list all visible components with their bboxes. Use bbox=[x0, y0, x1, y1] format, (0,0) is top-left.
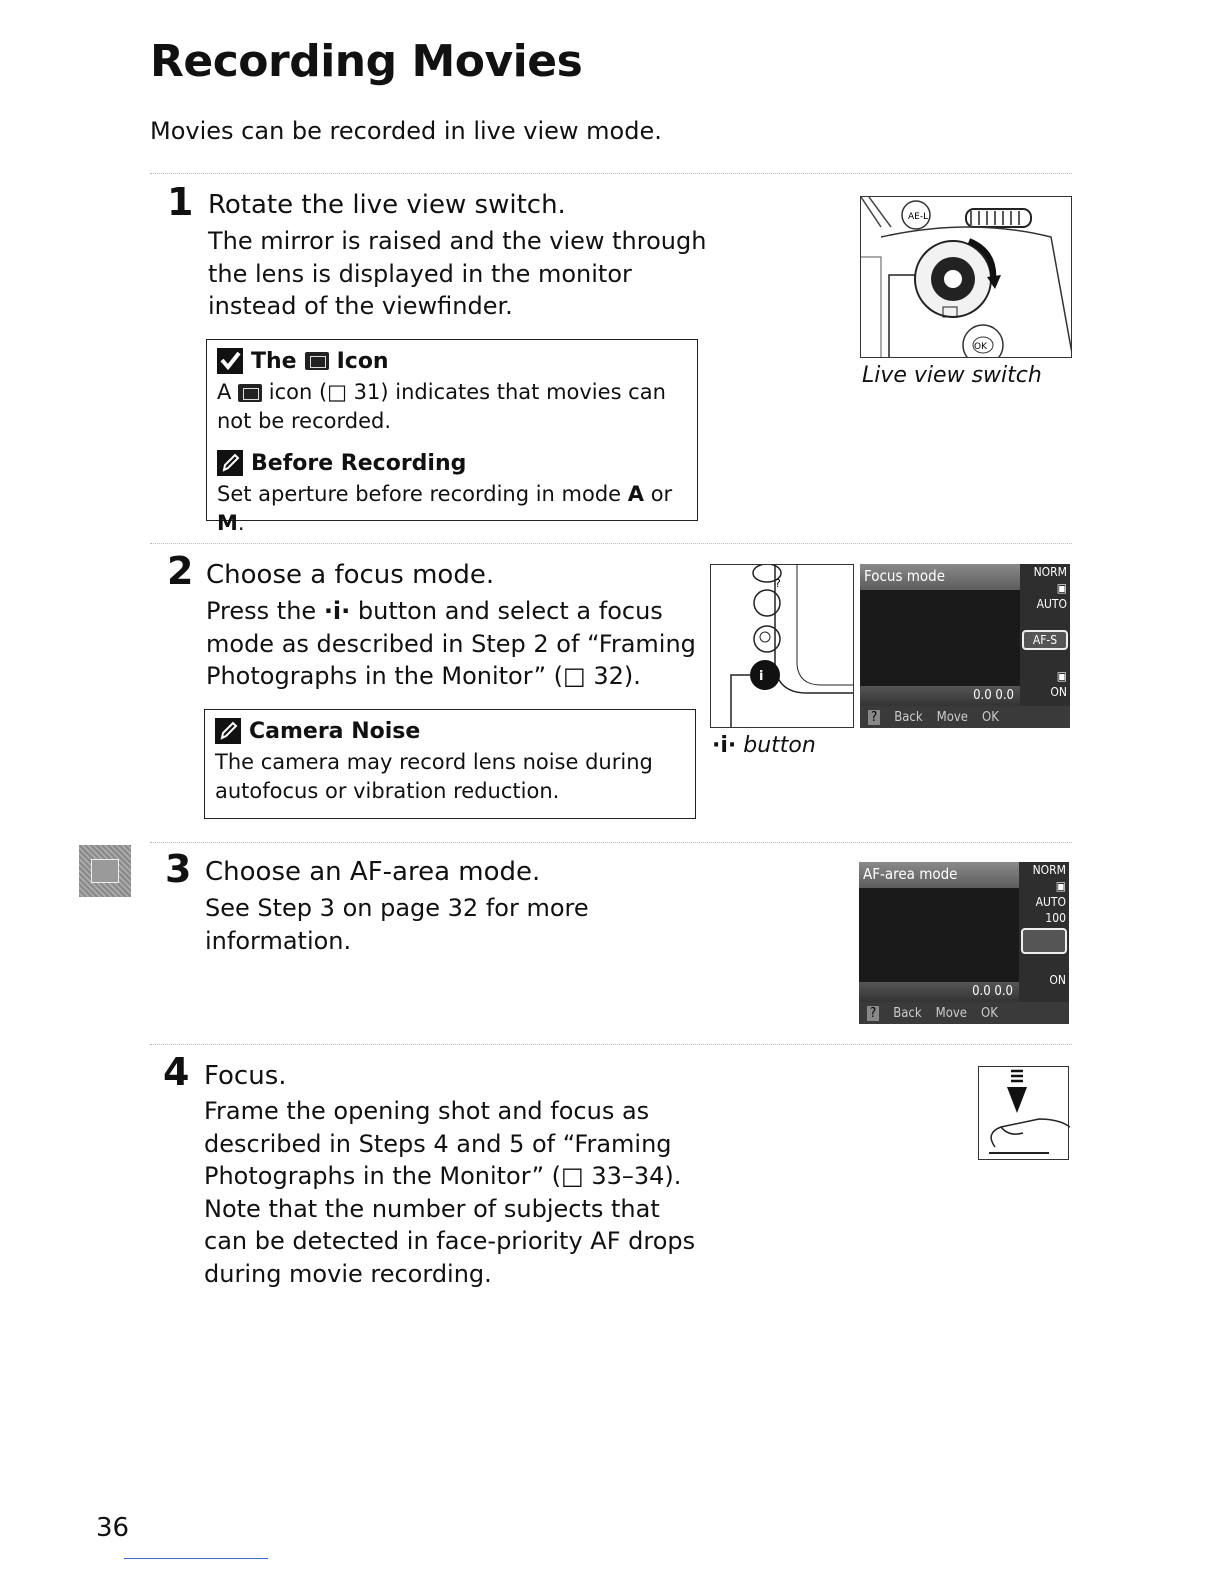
focus-mode-side-panel: NORM ▣ AUTO AF-S ▣ ON bbox=[1020, 564, 1070, 728]
pencil-icon bbox=[217, 450, 243, 476]
info-button-glyph: ·i· bbox=[323, 597, 351, 625]
live-view-tab-icon bbox=[79, 845, 131, 897]
shutter-half-press-illustration bbox=[978, 1066, 1069, 1160]
af-area-screen-header: AF-area mode bbox=[859, 862, 1019, 888]
before-recording-title: Before Recording bbox=[217, 450, 687, 476]
af-area-selected-icon bbox=[1021, 928, 1067, 954]
info-button-illustration bbox=[710, 564, 854, 728]
af-area-mode-screen bbox=[859, 862, 1069, 1024]
step-number-2: 2 bbox=[167, 549, 194, 593]
af-area-exposure-bar: 0.0 0.0 bbox=[859, 982, 1019, 1002]
checkmark-icon bbox=[217, 348, 243, 374]
divider bbox=[150, 173, 1072, 174]
focus-mode-selected: AF-S bbox=[1022, 630, 1068, 650]
focus-mode-footer: ? Back Move OK bbox=[860, 706, 1070, 728]
svg-text:i: i bbox=[759, 669, 764, 684]
pencil-icon bbox=[215, 718, 241, 744]
caption-info-button: ·i· button bbox=[712, 733, 816, 758]
footer-link-line bbox=[124, 1558, 268, 1559]
step-title-4: Focus. bbox=[204, 1061, 287, 1091]
focus-mode-exposure-bar: 0.0 0.0 bbox=[860, 686, 1020, 706]
step-title-3: Choose an AF-area mode. bbox=[205, 857, 541, 887]
notes-box-2 bbox=[204, 709, 696, 819]
movie-no-record-icon bbox=[305, 352, 329, 370]
camera-noise-title: Camera Noise bbox=[215, 718, 685, 744]
svg-text:AE-L: AE-L bbox=[908, 212, 929, 222]
live-view-switch-illustration bbox=[860, 196, 1072, 358]
help-icon: ? bbox=[868, 710, 880, 725]
focus-mode-screen bbox=[860, 564, 1070, 728]
af-area-footer: ? Back Move OK bbox=[859, 1002, 1069, 1024]
af-area-side-panel: NORM ▣ AUTO 100 ON bbox=[1019, 862, 1069, 1024]
page-number: 36 bbox=[96, 1513, 130, 1543]
step-body-4: Frame the opening shot and focus as described in Steps 4 and 5 of “Framing Photographs in the Monitor” (□ 33–34). Note that the number of subjects that can be detected in face-priority AF drops during movie recording. bbox=[204, 1097, 696, 1288]
step-body-1: The mirror is raised and the view through the lens is displayed in the monitor instead of the viewfinder. bbox=[208, 227, 707, 320]
help-icon: ? bbox=[867, 1006, 879, 1021]
notes-box-1 bbox=[206, 339, 698, 535]
divider bbox=[150, 543, 1072, 544]
info-button-glyph: ·i· bbox=[712, 733, 737, 758]
divider bbox=[150, 842, 1072, 843]
step-number-3: 3 bbox=[165, 847, 192, 891]
rec-icon-note-body: A icon (□ 31) indicates that movies can not be recorded. bbox=[217, 380, 666, 433]
step-number-4: 4 bbox=[163, 1050, 190, 1094]
caption-live-view-switch: Live view switch bbox=[862, 363, 1042, 388]
step-title-1: Rotate the live view switch. bbox=[208, 190, 566, 220]
step-title-2: Choose a focus mode. bbox=[206, 560, 495, 590]
focus-mode-screen-header: Focus mode bbox=[860, 564, 1020, 590]
divider bbox=[150, 1044, 1072, 1045]
svg-text:?: ? bbox=[775, 577, 781, 590]
step-number-1: 1 bbox=[167, 180, 194, 224]
camera-noise-body: The camera may record lens noise during autofocus or vibration reduction. bbox=[215, 750, 653, 803]
step-body-3: See Step 3 on page 32 for more information. bbox=[205, 894, 589, 955]
step-body-2: Press the ·i· button and select a focus mode as described in Step 2 of “Framing Photographs in the Monitor” (□ 32). bbox=[206, 597, 696, 690]
intro-text: Movies can be recorded in live view mode. bbox=[150, 117, 662, 145]
page-title: Recording Movies bbox=[150, 36, 583, 87]
rec-icon-note-title: The Icon bbox=[217, 348, 687, 374]
before-recording-body: Set aperture before recording in mode A or M. bbox=[217, 482, 673, 535]
svg-text:OK: OK bbox=[974, 342, 987, 352]
movie-no-record-icon bbox=[238, 384, 262, 402]
